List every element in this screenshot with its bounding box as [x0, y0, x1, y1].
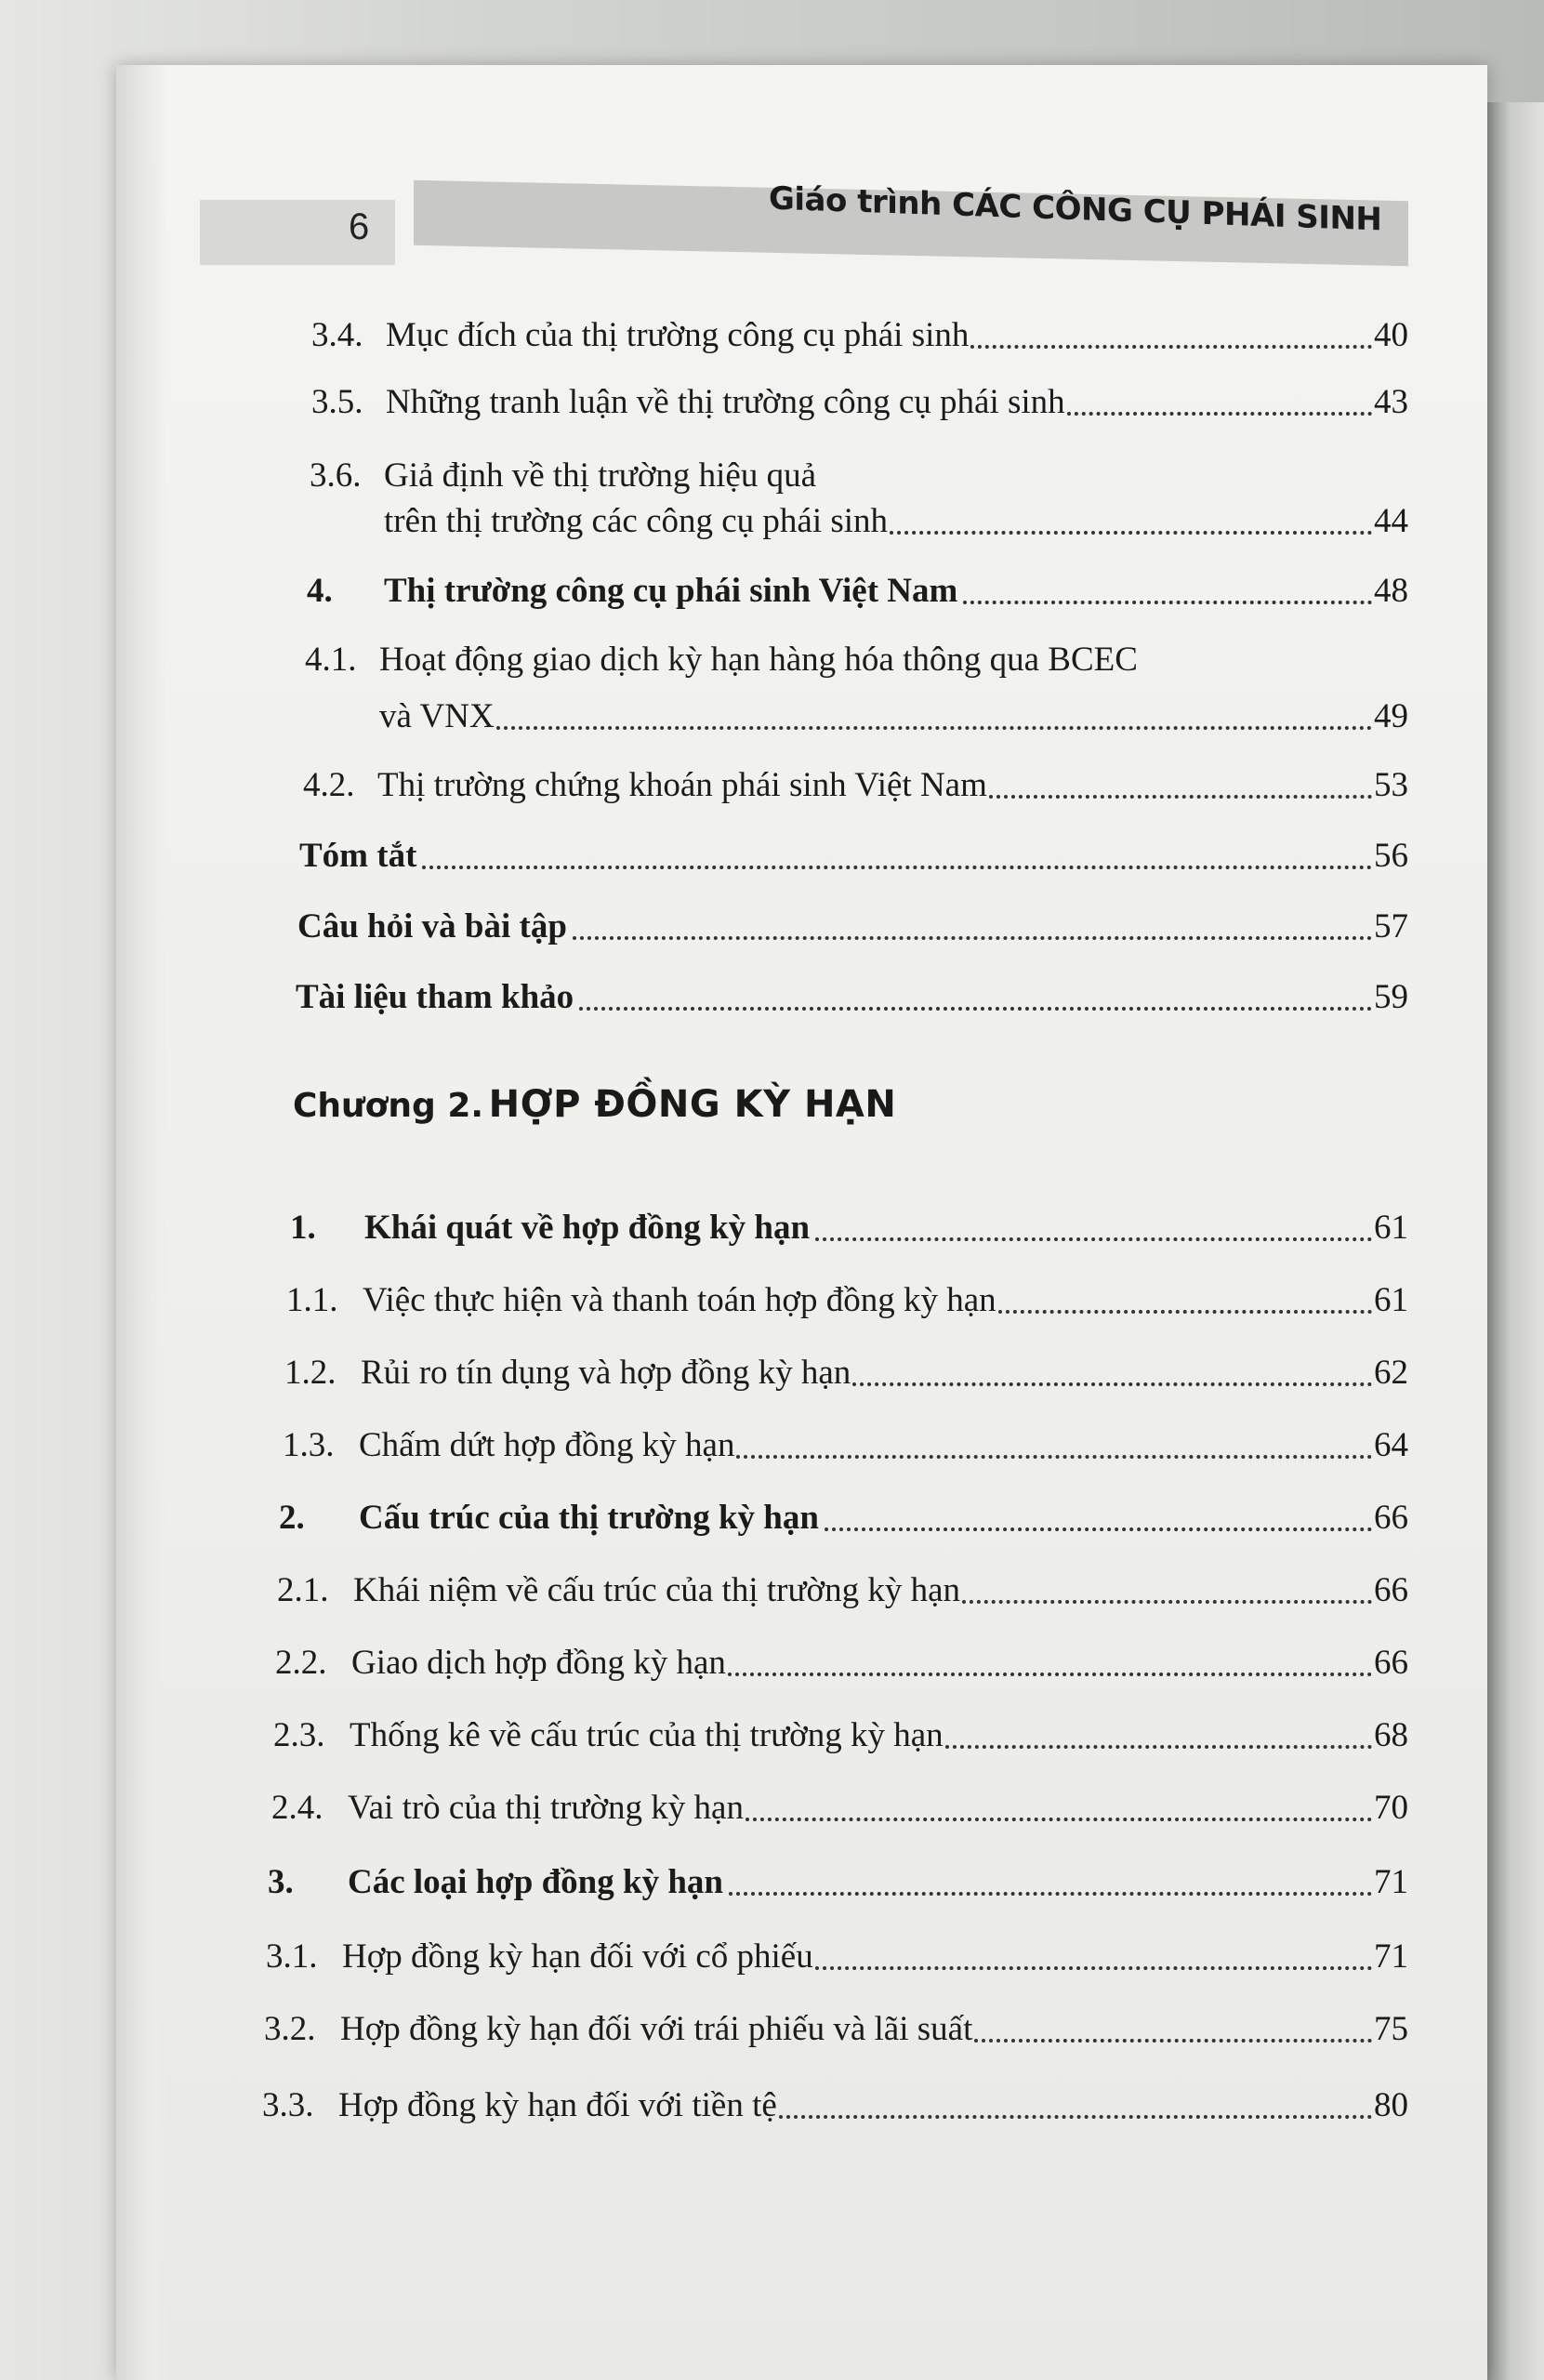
toc-label: Rủi ro tín dụng và hợp đồng kỳ hạn [361, 1354, 851, 1392]
toc-number: 3.6. [310, 456, 362, 495]
toc-label: Câu hỏi và bài tập [297, 907, 567, 945]
toc-number: 4.2. [303, 766, 355, 804]
toc-label-line1: Giả định về thị trường hiệu quả [384, 456, 817, 495]
toc-section [307, 572, 1408, 612]
toc-entry [303, 766, 1408, 806]
page-number: 6 [349, 206, 370, 247]
toc-number: 2. [279, 1499, 305, 1537]
toc-label: Giao dịch hợp đồng kỳ hạn [351, 1644, 726, 1682]
toc-page: 56 [1374, 837, 1408, 875]
toc-page: 40 [1374, 316, 1408, 354]
toc-label: Việc thực hiện và thanh toán hợp đồng kỳ hạn [363, 1281, 996, 1319]
toc-page: 49 [1374, 697, 1408, 735]
dot-leader [729, 1892, 1372, 1896]
toc-label-line1: Hoạt động giao dịch kỳ hạn hàng hóa thông qua BCEC [379, 641, 1138, 679]
toc-entry [379, 697, 1408, 737]
toc-entry [277, 1571, 1408, 1611]
toc-entry [384, 502, 1408, 542]
dot-leader [573, 936, 1372, 940]
toc-entry [275, 1644, 1408, 1684]
toc-number: 3.5. [311, 383, 363, 421]
running-title: Giáo trình CÁC CÔNG CỤ PHÁI SINH [768, 179, 1381, 239]
dot-leader [779, 2115, 1372, 2119]
toc-page: 53 [1374, 766, 1408, 804]
toc-entry [283, 1426, 1408, 1466]
chapter-title: HỢP ĐỒNG KỲ HẠN [488, 1083, 897, 1126]
toc-label: Chấm dứt hợp đồng kỳ hạn [359, 1426, 735, 1464]
toc-label: Vai trò của thị trường kỳ hạn [348, 1789, 744, 1827]
toc-label: Mục đích của thị trường công cụ phái sinh [386, 316, 970, 354]
toc-number: 1.1. [286, 1281, 338, 1319]
dot-leader [579, 1007, 1372, 1011]
toc-entry [311, 383, 1408, 423]
toc-number: 3.4. [311, 316, 363, 354]
toc-page: 71 [1374, 1937, 1408, 1976]
toc-entry [264, 2010, 1408, 2050]
dot-leader [945, 1745, 1372, 1749]
dot-leader [962, 1600, 1372, 1604]
toc-number: 4. [307, 572, 333, 610]
toc-number: 2.2. [275, 1644, 327, 1682]
toc-page: 66 [1374, 1644, 1408, 1682]
dot-leader [890, 531, 1372, 535]
toc-section [296, 978, 1408, 1018]
toc-section [279, 1499, 1408, 1539]
toc-entry [266, 1937, 1408, 1977]
toc-number: 3.3. [262, 2086, 314, 2124]
dot-leader [825, 1527, 1372, 1531]
dot-leader [989, 795, 1372, 799]
toc-entry [311, 316, 1408, 356]
toc-label: trên thị trường các công cụ phái sinh [384, 502, 889, 540]
chapter-heading [293, 1083, 896, 1126]
dot-leader [422, 866, 1372, 869]
toc-entry [284, 1354, 1408, 1394]
toc-page: 70 [1374, 1789, 1408, 1827]
toc-label: Khái niệm về cấu trúc của thị trường kỳ hạn [353, 1571, 960, 1609]
dot-leader [728, 1673, 1372, 1676]
toc-label: Những tranh luận về thị trường công cụ phái sinh [386, 383, 1065, 421]
toc-page: 75 [1374, 2010, 1408, 2048]
toc-entry [286, 1281, 1408, 1321]
toc-number: 2.3. [273, 1716, 325, 1754]
toc-entry [273, 1716, 1408, 1756]
toc-page: 62 [1374, 1354, 1408, 1392]
toc-number: 1. [290, 1209, 316, 1247]
dot-leader [998, 1310, 1372, 1314]
dot-leader [496, 726, 1372, 730]
dot-leader [1067, 412, 1372, 416]
toc-page: 57 [1374, 907, 1408, 945]
toc-page: 66 [1374, 1571, 1408, 1609]
toc-page: 44 [1374, 502, 1408, 540]
toc-number: 1.3. [283, 1426, 335, 1464]
toc-page: 48 [1374, 572, 1408, 610]
toc-label: Hợp đồng kỳ hạn đối với trái phiếu và lãi suất [340, 2010, 973, 2048]
dot-leader [736, 1455, 1372, 1459]
toc-section [268, 1863, 1408, 1903]
toc-entry [262, 2086, 1408, 2126]
toc-number: 2.4. [271, 1789, 323, 1827]
toc-label: Khái quát về hợp đồng kỳ hạn [364, 1209, 811, 1247]
toc-label: Các loại hợp đồng kỳ hạn [348, 1863, 723, 1901]
toc-number: 3.2. [264, 2010, 316, 2048]
toc-number: 3. [268, 1863, 294, 1901]
toc-label: và VNX [379, 697, 495, 735]
chapter-prefix: Chương 2. [293, 1087, 484, 1125]
toc-label: Cấu trúc của thị trường kỳ hạn [359, 1499, 819, 1537]
toc-section [299, 837, 1408, 877]
toc-number: 2.1. [277, 1571, 329, 1609]
dot-leader [815, 1966, 1372, 1970]
dot-leader [852, 1382, 1372, 1386]
dot-leader [974, 2039, 1372, 2043]
toc-page: 80 [1374, 2086, 1408, 2124]
toc-number: 1.2. [284, 1354, 337, 1392]
dot-leader [746, 1818, 1372, 1821]
toc-page: 61 [1374, 1209, 1408, 1247]
toc-label: Thống kê về cấu trúc của thị trường kỳ hạn [350, 1716, 944, 1754]
toc-page: 64 [1374, 1426, 1408, 1464]
toc-label: Hợp đồng kỳ hạn đối với cổ phiếu [342, 1937, 813, 1976]
toc-entry-line1 [310, 456, 816, 496]
toc-number: 4.1. [305, 641, 357, 679]
toc-page: 66 [1374, 1499, 1408, 1537]
toc-section [297, 907, 1408, 947]
toc-label: Tóm tắt [299, 837, 417, 875]
toc-page: 43 [1374, 383, 1408, 421]
dot-leader [815, 1237, 1372, 1241]
toc-label: Tài liệu tham khảo [296, 978, 574, 1016]
dot-leader [963, 601, 1372, 604]
toc-page: 68 [1374, 1716, 1408, 1754]
toc-number: 3.1. [266, 1937, 318, 1976]
toc-page: 59 [1374, 978, 1408, 1016]
toc-page: 71 [1374, 1863, 1408, 1901]
toc-entry-line1 [305, 640, 1138, 680]
toc-label: Thị trường công cụ phái sinh Việt Nam [384, 572, 958, 610]
toc-page: 61 [1374, 1281, 1408, 1319]
toc-label: Thị trường chứng khoán phái sinh Việt Nam [377, 766, 987, 804]
toc-entry [271, 1789, 1408, 1829]
dot-leader [970, 345, 1372, 349]
toc-label: Hợp đồng kỳ hạn đối với tiền tệ [338, 2086, 777, 2124]
toc-section [290, 1209, 1408, 1249]
